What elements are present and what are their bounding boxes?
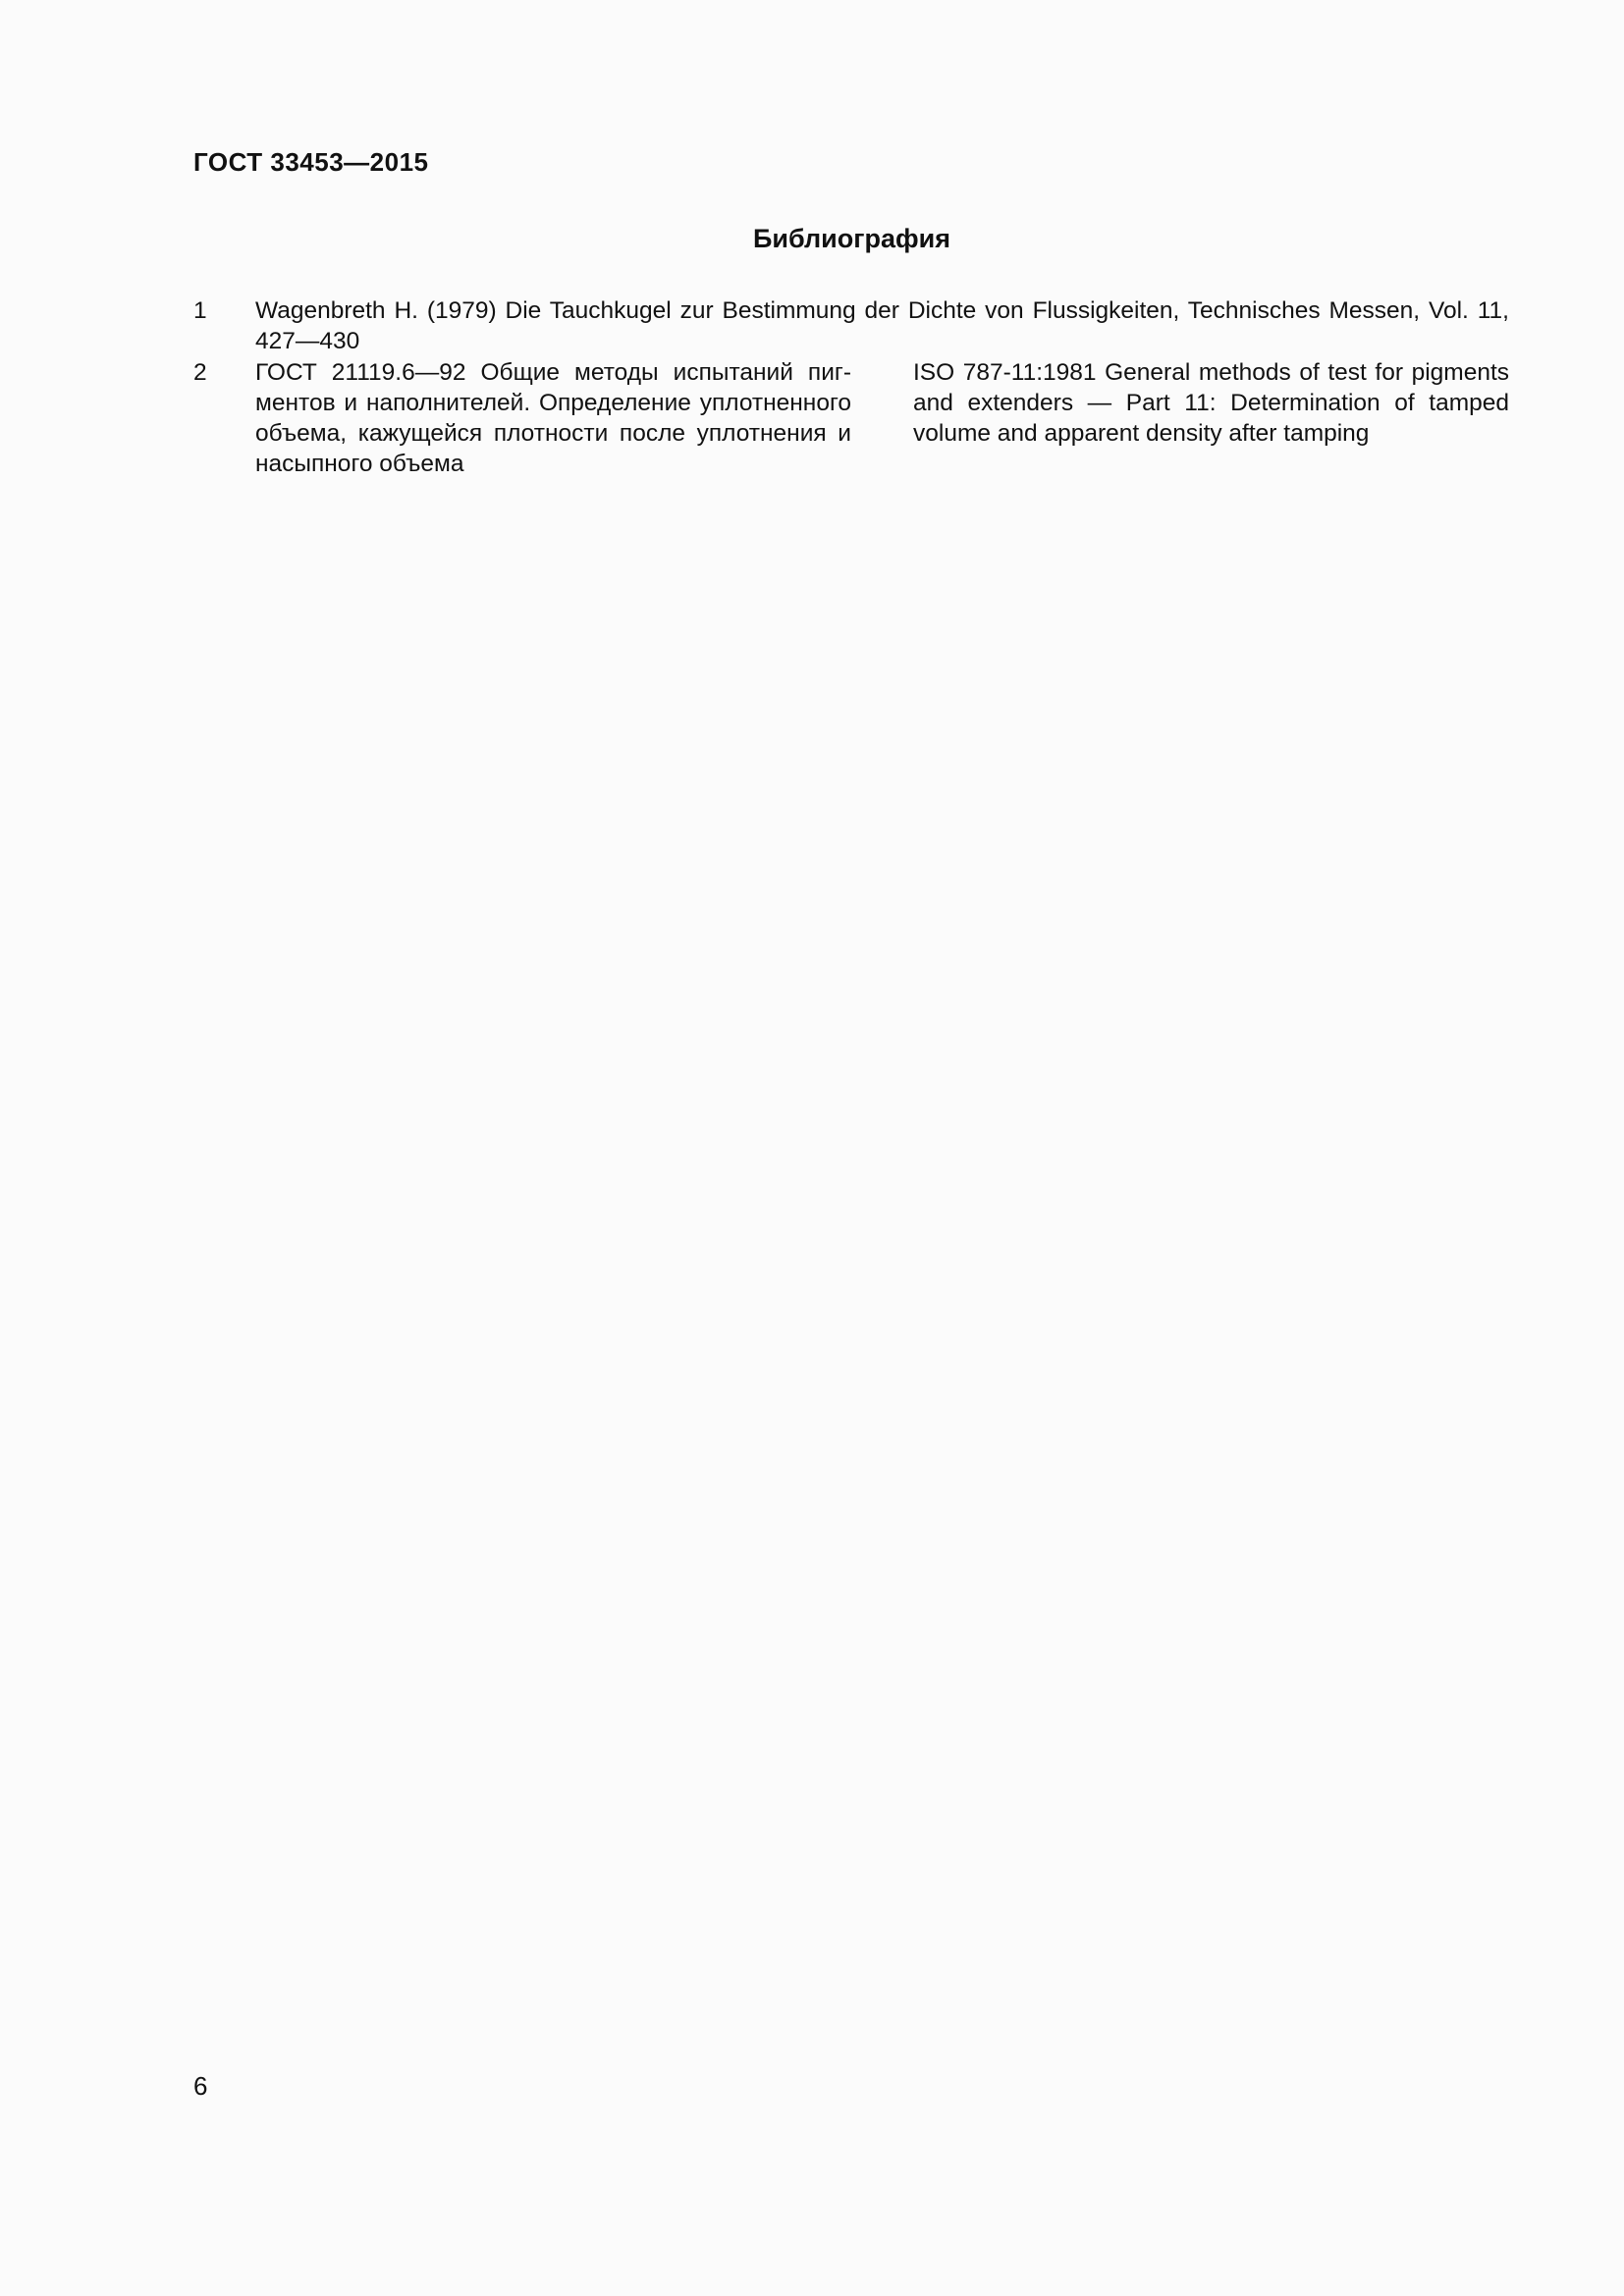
entry-text-russian: ГОСТ 21119.6—92 Общие методы испытаний пигментов и наполнителей. Определение уплотненного объема, кажущейся плотности после уплотнения и насыпного объема	[255, 359, 851, 477]
page-number: 6	[193, 2071, 208, 2101]
entry-text: Wagenbreth H. (1979) Die Tauchkugel zur Bestimmung der Dichte von Flussigkeiten, Technisches Messen, Vol. 11, 427—430	[255, 297, 1509, 354]
entry-text-english: ISO 787-11:1981 General methods of test for pigments and extenders — Part 11: Determination of tamped volume and apparent density after tamping	[913, 359, 1509, 447]
entry-number: 2	[193, 359, 207, 386]
entry-number: 1	[193, 297, 207, 324]
standard-designation: ГОСТ 33453—2015	[193, 147, 429, 177]
section-title: Библиография	[753, 224, 950, 253]
bibliography-entry	[193, 295, 1509, 358]
bibliography-entry	[193, 357, 1509, 485]
